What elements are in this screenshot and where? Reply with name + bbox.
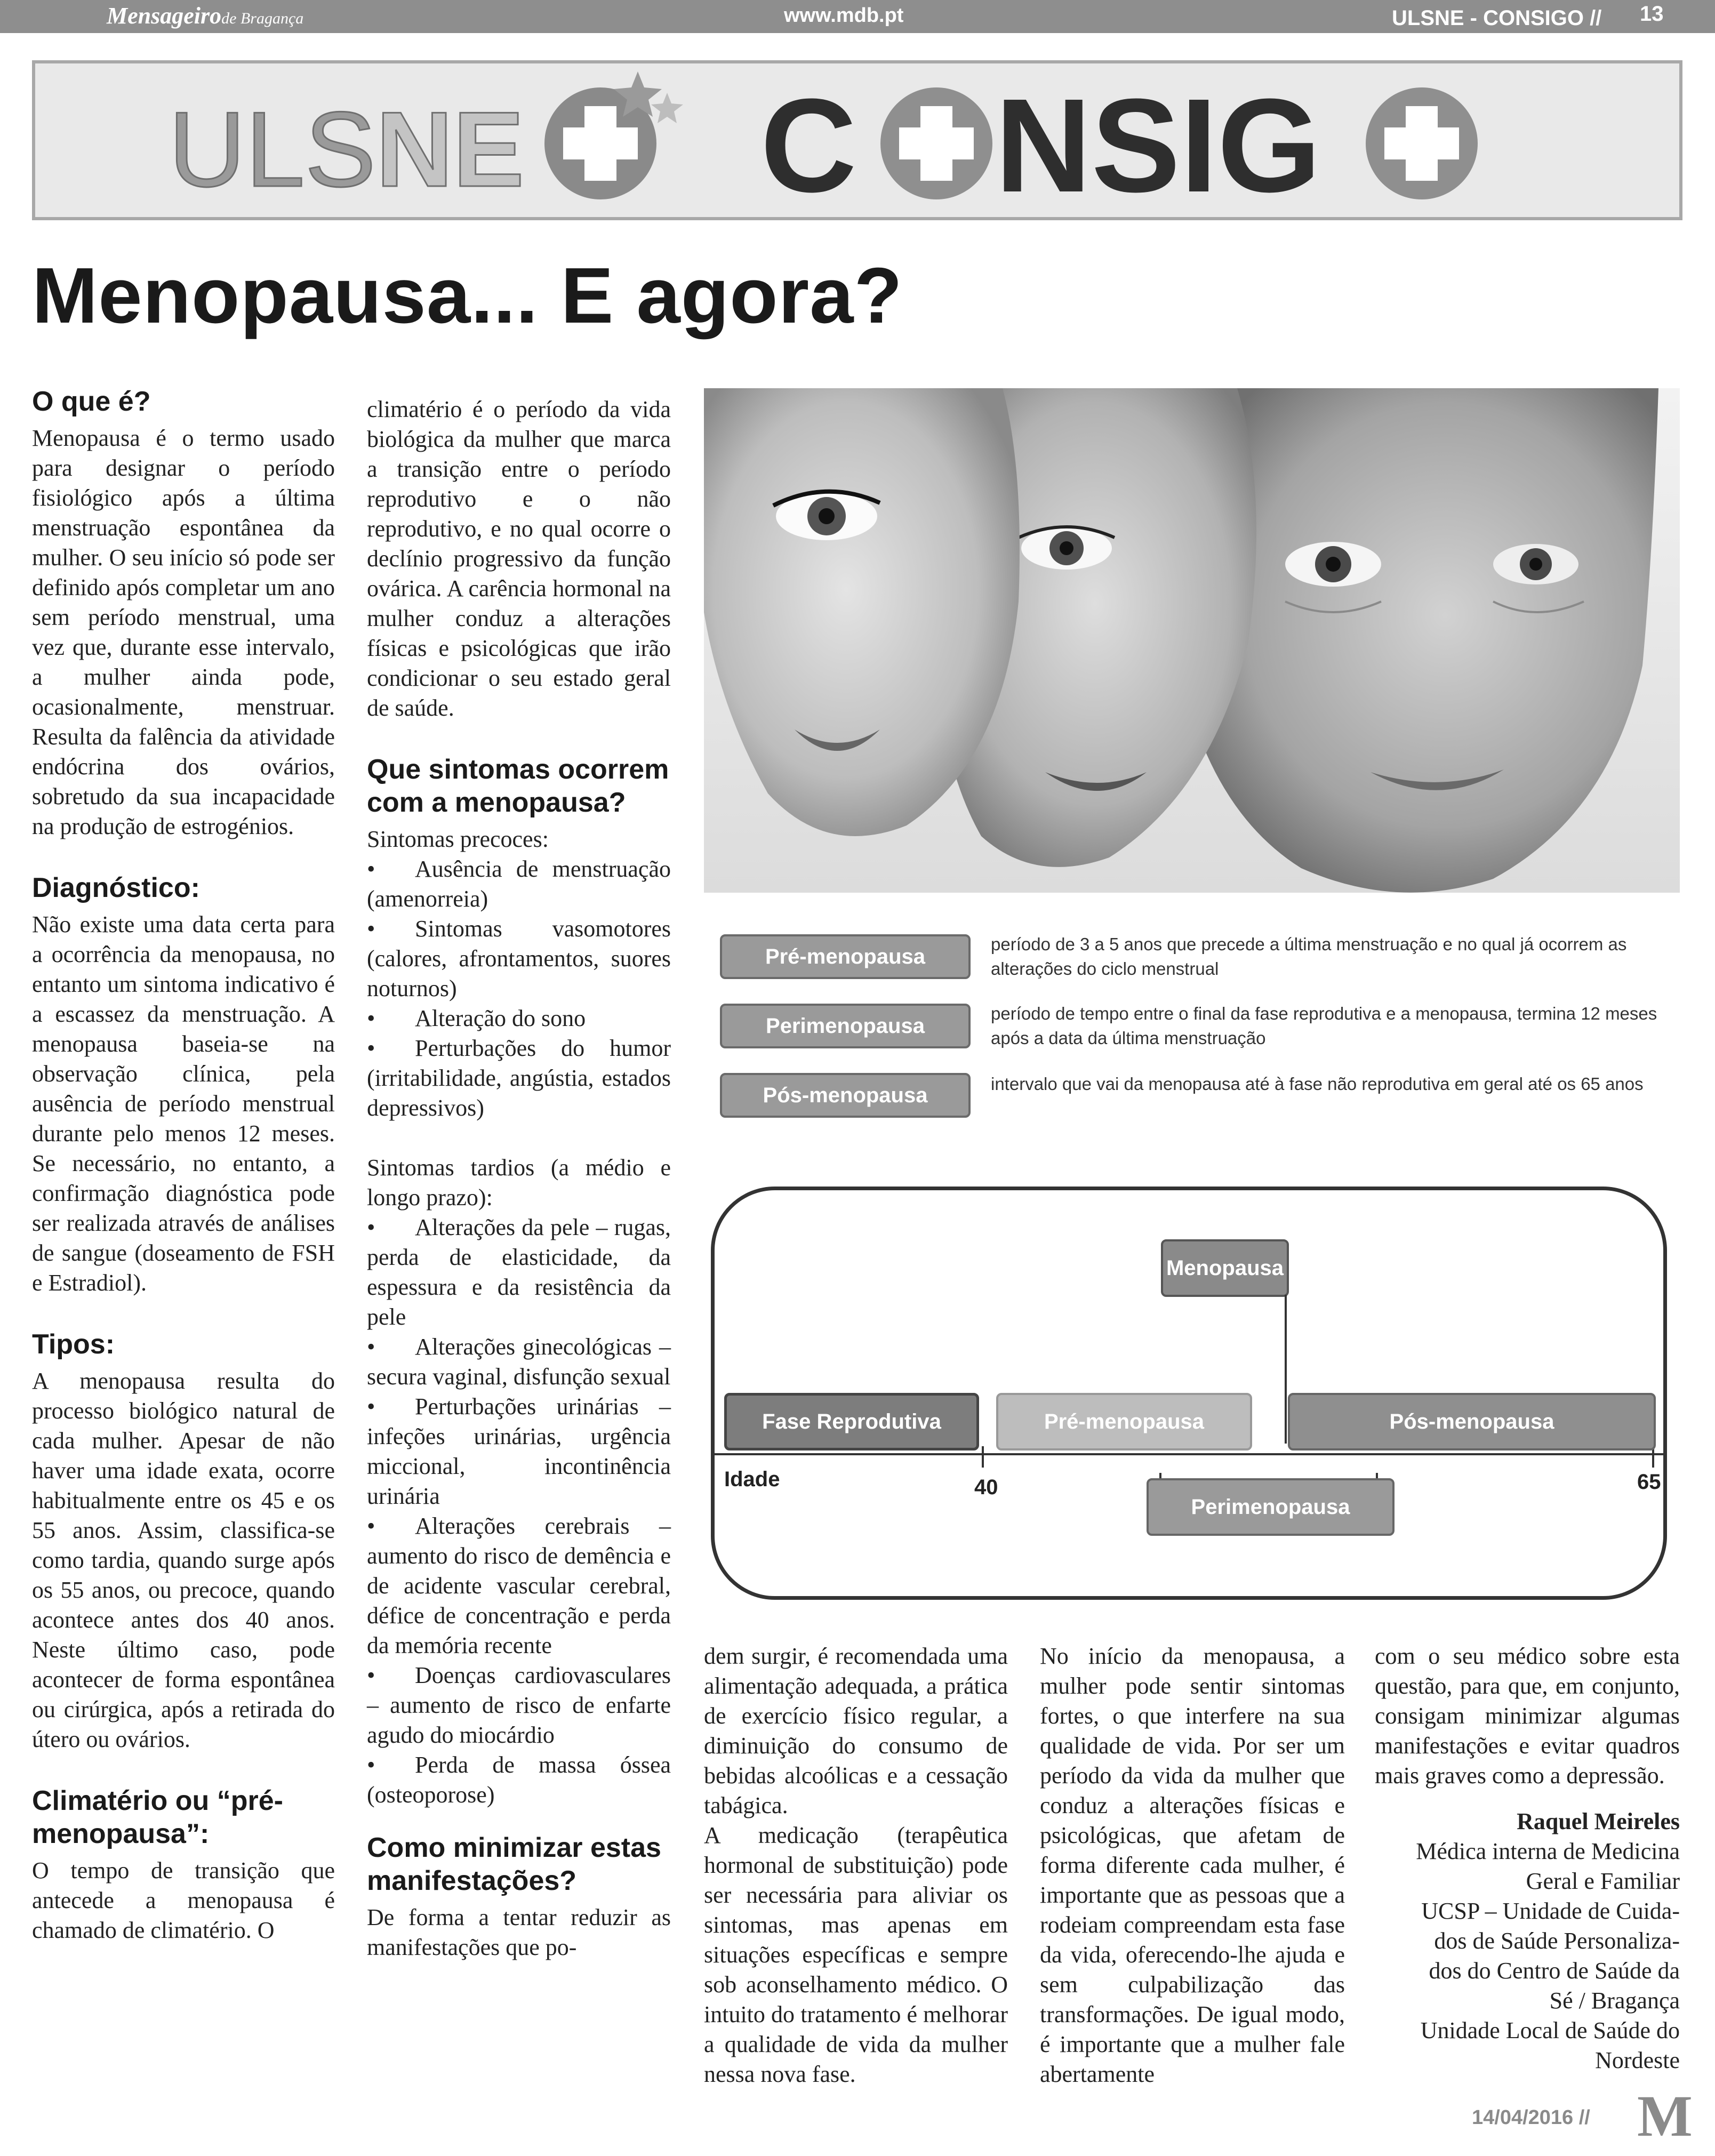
phase-pre-menopausa: Pré-menopausa [720, 934, 971, 979]
consigo-cross-o-icon-2 [1366, 87, 1478, 199]
author-affiliation-line: dos de Saúde Personaliza- [1434, 1928, 1680, 1954]
heading-minimize: Como minimizar estas manifestações? [367, 1832, 661, 1896]
page-number: 13 [1640, 2, 1664, 26]
article-headline: Menopausa... E agora? [32, 252, 903, 340]
timeline-fase-reprodutiva: Fase Reprodutiva [724, 1393, 979, 1450]
ulsne-consigo-banner [32, 60, 1682, 220]
list-item: • Alteração do sono [367, 1004, 671, 1033]
phase-pre-desc: período de 3 a 5 anos que precede a última menstruação e no qual já ocorrem as alterações do ciclo menstrual [991, 934, 1627, 979]
late-symptoms-title: Sintomas tardios (a médio e longo prazo): [367, 1155, 671, 1211]
newspaper-brand: Mensageirode Bragança [107, 3, 304, 29]
early-symptoms-list [367, 854, 671, 1123]
author-affiliation-line: Geral e Familiar [1526, 1868, 1680, 1894]
paragraph-support: No início da menopausa, a mulher pode sentir sintomas fortes, o que interfere na sua qualidade de vida. Por ser um período da vida da mulher que conduz a alterações físicas e psicológicas, que afetam de forma diferente cada mulher, é importante que as pessoas que a rodeiam compreendam esta fase da vida, oferecendo-lhe ajuda e sem culpabilização das transformações. De igual modo, é importante que a mulher fale abertamente [1040, 1643, 1345, 2087]
list-item: • Perda de massa óssea (osteoporose) [367, 1750, 671, 1810]
paragraph-lifestyle: dem surgir, é recomendada uma alimentação adequada, a prática de exercício físico regular, a diminuição do consumo de bebidas alcoólicas e a cessação tabágica. [704, 1643, 1008, 1818]
late-symptoms-list [367, 1213, 671, 1810]
list-item: • Sintomas vasomotores (calores, afrontamentos, suores noturnos) [367, 914, 671, 1004]
heading-climaterio: Climatério ou “pré-menopausa”: [32, 1785, 283, 1849]
timeline-menopausa: Menopausa [1161, 1239, 1289, 1297]
phase-peri-desc: período de tempo entre o final da fase reprodutiva e a menopausa, termina 12 meses após a data da última menstruação [991, 1004, 1657, 1048]
timeline-age-65: 65 [1637, 1470, 1661, 1494]
author-affiliation-line: Sé / Bragança [1549, 1987, 1680, 2014]
paragraph-conclusion: com o seu médico sobre esta questão, para que, em conjunto, consigam minimizar algumas manifestações e evitar quadros mais graves como a depressão. [1375, 1643, 1680, 1789]
list-item: • Alterações cerebrais – aumento do risco de demência e de acidente vascular cerebral, défice de concentração e perda da memória recente [367, 1511, 671, 1661]
banner-logos [35, 63, 1679, 217]
phase-pos-desc: intervalo que vai da menopausa até à fase não reprodutiva em geral até os 65 anos [991, 1074, 1644, 1094]
three-faces-photo [704, 388, 1680, 893]
heading-symptoms: Que sintomas ocorrem com a menopausa? [367, 754, 669, 818]
column-1 [32, 385, 335, 1945]
footer-date: 14/04/2016 // [1472, 2106, 1590, 2129]
section-label: ULSNE - CONSIGO // [1392, 6, 1602, 30]
early-symptoms-title: Sintomas precoces: [367, 826, 549, 852]
heading-types: Tipos: [32, 1329, 115, 1360]
column-3 [704, 1641, 1008, 2089]
list-item: • Perturbações urinárias – infeções urinárias, urgência miccional, incontinência urinária [367, 1392, 671, 1511]
author-affiliation-line: dos do Centro de Saúde da [1429, 1958, 1680, 1984]
timeline-perimenopausa: Perimenopausa [1147, 1478, 1395, 1536]
paragraph-climaterio-cont: climatério é o período da vida biológica da mulher que marca a transição entre o período reprodutivo e o não reprodutivo, e no qual ocorre o declínio progressivo da função ovárica. A carência hormonal na mulher conduz a alterações físicas e psicológicas que irão condicionar o seu estado geral de saúde. [367, 396, 671, 721]
timeline-pre-menopausa: Pré-menopausa [996, 1393, 1252, 1450]
top-bar [0, 0, 1715, 33]
timeline-age-40: 40 [974, 1476, 998, 1499]
ulsne-logo-text: ULSNE [169, 90, 524, 209]
paragraph-diagnosis: Não existe uma data certa para a ocorrência da menopausa, no entanto um sintoma indicativo é a escassez da menstruação. A menopausa baseia-se na observação clínica, pela ausência de período menstrual durante pelo menos 12 meses. Se necessário, no entanto, a confirmação diagnóstica pode ser realizada através de análises de sangue (doseamento de FSH e Estradiol). [32, 911, 335, 1296]
author-name: Raquel Meireles [1517, 1808, 1680, 1834]
column-5 [1375, 1641, 1680, 2075]
paragraph-medication: A medicação (terapêutica hormonal de substituição) pode ser necessária para aliviar os sintomas, mas apenas em situações específicas e sempre sob aconselhamento médico. O intuito do tratamento é melhorar a qualidade de vida da mulher nessa nova fase. [704, 1822, 1008, 2087]
list-item: • Alterações da pele – rugas, perda de elasticidade, da espessura e da resistência da pele [367, 1213, 671, 1332]
author-affiliation-line: UCSP – Unidade de Cuida- [1421, 1898, 1680, 1924]
consigo-nsig: NSIG [995, 71, 1321, 217]
timeline-pos-menopausa: Pós-menopausa [1288, 1393, 1656, 1450]
paragraph-types: A menopausa resulta do processo biológico natural de cada mulher. Apesar de não haver uma idade exata, ocorre habitualmente entre os 45 e os 55 anos. Assim, classifica-se como tardia, quando surge após os 55 anos, ou precoce, quando acontece antes dos 40 anos. Neste último caso, pode acontecer de forma espontânea ou cirúrgica, após a retirada do útero ou ovários. [32, 1368, 335, 1752]
paragraph-minimize: De forma a tentar reduzir as manifestações que po- [367, 1904, 671, 1960]
consigo-c: C [760, 71, 857, 217]
author-affiliation-line: Nordeste [1595, 2047, 1680, 2073]
timeline-idade-label: Idade [724, 1468, 780, 1491]
list-item: • Doenças cardiovasculares – aumento de risco de enfarte agudo do miocárdio [367, 1661, 671, 1750]
phase-perimenopausa: Perimenopausa [720, 1004, 971, 1048]
author-affiliation-line: Unidade Local de Saúde do [1420, 2017, 1680, 2043]
consigo-cross-o-icon [880, 87, 992, 199]
menopause-timeline-diagram [711, 1187, 1667, 1600]
column-2 [367, 395, 671, 1962]
author-affiliation-line: Médica interna de Medicina [1416, 1838, 1680, 1864]
paragraph-climaterio: O tempo de transição que antecede a menopausa é chamado de climatério. O [32, 1857, 335, 1943]
paragraph-what-is: Menopausa é o termo usado para designar o período fisiológico após a última menstruação espontânea da mulher. O seu início só pode ser definido após completar um ano sem período menstrual, uma vez que, durante esse intervalo, a mulher ainda pode, ocasionalmente, menstruar. Resulta da falência da atividade endócrina dos ovários, sobretudo da sua incapacidade na produção de estrogénios. [32, 425, 335, 839]
list-item: • Ausência de menstruação (amenorreia) [367, 854, 671, 914]
footer-logo: M [1637, 2083, 1693, 2149]
list-item: • Alterações ginecológicas – secura vaginal, disfunção sexual [367, 1332, 671, 1392]
site-url[interactable]: www.mdb.pt [784, 4, 904, 27]
list-item: • Perturbações do humor (irritabilidade, angústia, estados depressivos) [367, 1033, 671, 1123]
column-4 [1040, 1641, 1345, 2089]
heading-diagnosis: Diagnóstico: [32, 872, 200, 903]
phase-pos-menopausa: Pós-menopausa [720, 1073, 971, 1118]
heading-what-is: O que é? [32, 386, 151, 417]
